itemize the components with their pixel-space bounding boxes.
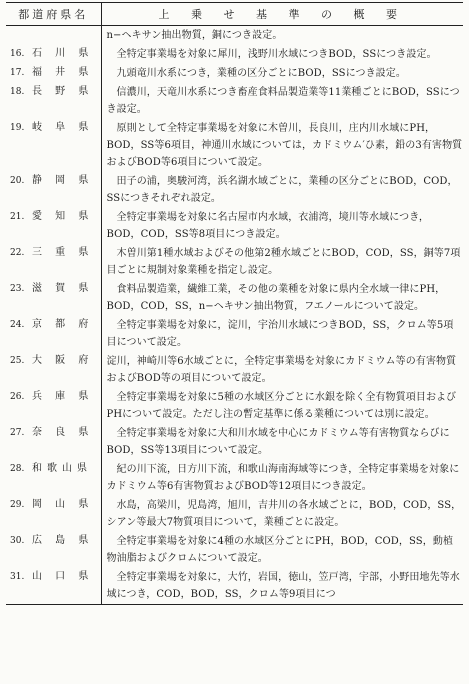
header-prefecture: 都道府県名 [6,3,101,26]
prefecture-name: 長 野 県 [32,86,94,97]
prefecture-name: 京 都 府 [32,319,94,330]
prefecture-name: 山 口 県 [32,571,94,582]
row-number: 24. [10,320,25,330]
prefecture-cell [6,45,101,64]
description-cell: 全特定事業場を対象に犀川，浅野川水域につきBOD，SSにつき設定。 [116,49,437,60]
row-number: 16. [10,49,25,59]
regulation-table [6,2,463,605]
table-row [6,64,463,83]
row-number: 26. [10,392,25,402]
prefecture-cell [6,316,101,352]
prefecture-name: 和歌山県 [32,463,92,474]
prefecture-name: 大 阪 府 [32,355,94,366]
prefecture-cell-empty [6,26,101,46]
prefecture-name: 三 重 県 [32,247,94,258]
table-row [6,568,463,605]
continuation-row [6,26,463,46]
row-number: 30. [10,536,25,546]
prefecture-name: 岐 阜 県 [32,122,94,133]
continuation-text: n−ヘキサン抽出物質，銅につき設定。 [106,30,283,41]
row-number: 25. [10,356,25,366]
description-cell: 原則として全特定事業場を対象に木曽川，長良川，庄内川水域にPH，BOD，SS等6項目，神通川水域については，カドミウム′ひ素，鉛の3有害物質およびBOD等6項目について設定。 [106,123,463,168]
prefecture-name: 広 島 県 [32,535,94,546]
row-number: 27. [10,428,25,438]
prefecture-cell [6,460,101,496]
row-number: 31. [10,572,25,582]
table-row [6,83,463,119]
row-number: 18. [10,87,25,97]
table-row [6,496,463,532]
prefecture-cell [6,244,101,280]
description-cell: 水島，高梁川，児島湾，旭川，吉井川の各水域ごとに，BOD，COD，SS，シアン等最大7物質項目について，業種ごとに設定。 [106,500,462,528]
prefecture-cell [6,424,101,460]
prefecture-name: 滋 賀 県 [32,283,94,294]
row-number: 28. [10,464,25,474]
table-row [6,532,463,568]
table-row [6,172,463,208]
description-cell: 信濃川，天竜川水系につき畜産食料品製造業等11業種ごとにBOD，SSにつき設定。 [106,87,460,115]
prefecture-cell [6,119,101,172]
header-description: 上 乗 せ 基 準 の 概 要 [101,3,463,26]
row-number: 29. [10,500,25,510]
description-cell: 田子の浦，奥駿河湾，浜名湖水域ごとに，業種の区分ごとにBOD，COD，SSにつきそれぞれ設定。 [106,176,458,204]
table-row [6,388,463,424]
description-cell: 紀の川下流，日方川下流，和歌山海南海域等につき，全特定事業場を対象にカドミウム等6有害物質およびBOD等12項目につき設定。 [106,464,460,492]
description-cell: 食料品製造業，繊維工業，その他の業種を対象に県内全水域一律にPH，BOD，COD，SS，n−ヘキサン抽出物質，フエノールについて設定。 [106,284,446,312]
prefecture-name: 奈 良 県 [32,427,94,438]
prefecture-cell [6,64,101,83]
prefecture-cell [6,208,101,244]
prefecture-name: 石 川 県 [32,48,94,59]
prefecture-name: 兵 庫 県 [32,391,94,402]
table-row [6,280,463,316]
prefecture-name: 岡 山 県 [32,499,94,510]
row-number: 22. [10,248,25,258]
description-cell: 全特定事業場を対象に，淀川，宇治川水域につきBOD，SS，クロム等5項目について設定。 [106,320,454,348]
table-row [6,45,463,64]
prefecture-name: 愛 知 県 [32,211,94,222]
row-number: 23. [10,284,25,294]
prefecture-cell [6,568,101,605]
table-row [6,316,463,352]
description-cell: 全特定事業場を対象に名古屋市内水域，衣浦湾，境川等水域につき，BOD，COD，SS等8項目につき設定。 [106,212,429,240]
table-row [6,460,463,496]
prefecture-cell [6,532,101,568]
prefecture-cell [6,172,101,208]
table-row [6,424,463,460]
row-number: 17. [10,68,25,78]
prefecture-name: 福 井 県 [32,67,94,78]
description-cell: 全特定事業場を対象に大和川水域を中心にカドミウム等有害物質ならびにBOD，SS等13項目について設定。 [106,428,450,456]
row-number: 20. [10,176,25,186]
description-cell: 全特定事業場を対象に5種の水域区分ごとに水銀を除く全有物質項目およびPHについて設定。ただし注の暫定基準に係る業種については別に設定。 [106,392,457,420]
document-page [6,2,463,681]
table-row [6,208,463,244]
description-cell: 九頭竜川水系につき，業種の区分ごとにBOD，SSにつき設定。 [116,68,406,79]
prefecture-cell [6,388,101,424]
prefecture-name: 静 岡 県 [32,175,94,186]
prefecture-cell [6,83,101,119]
table-row [6,119,463,172]
row-number: 19. [10,123,25,133]
description-cell: 木曽川第1種水域およびその他第2種水域ごとにBOD，COD，SS，銅等7項目ごとに規制対象業種を指定し設定。 [106,248,461,276]
table-row [6,244,463,280]
prefecture-cell [6,280,101,316]
table-header-row [6,3,463,26]
description-cell: 淀川，神崎川等6水域ごとに，全特定事業場を対象にカドミウム等の有害物質およびBOD等の項目について設定。 [106,356,457,384]
description-cell: 全特定事業場を対象に，大竹，岩国，徳山，笠戸湾，宇部，小野田地先等水域につき，COD，BOD，SS，クロム等9項目につ [101,568,463,605]
description-cell: 全特定事業場を対象に4種の水域区分ごとにPH，BOD，COD，SS，動植物油脂およびクロムについて設定。 [106,536,454,564]
row-number: 21. [10,212,25,222]
prefecture-cell [6,496,101,532]
prefecture-cell [6,352,101,388]
table-row [6,352,463,388]
